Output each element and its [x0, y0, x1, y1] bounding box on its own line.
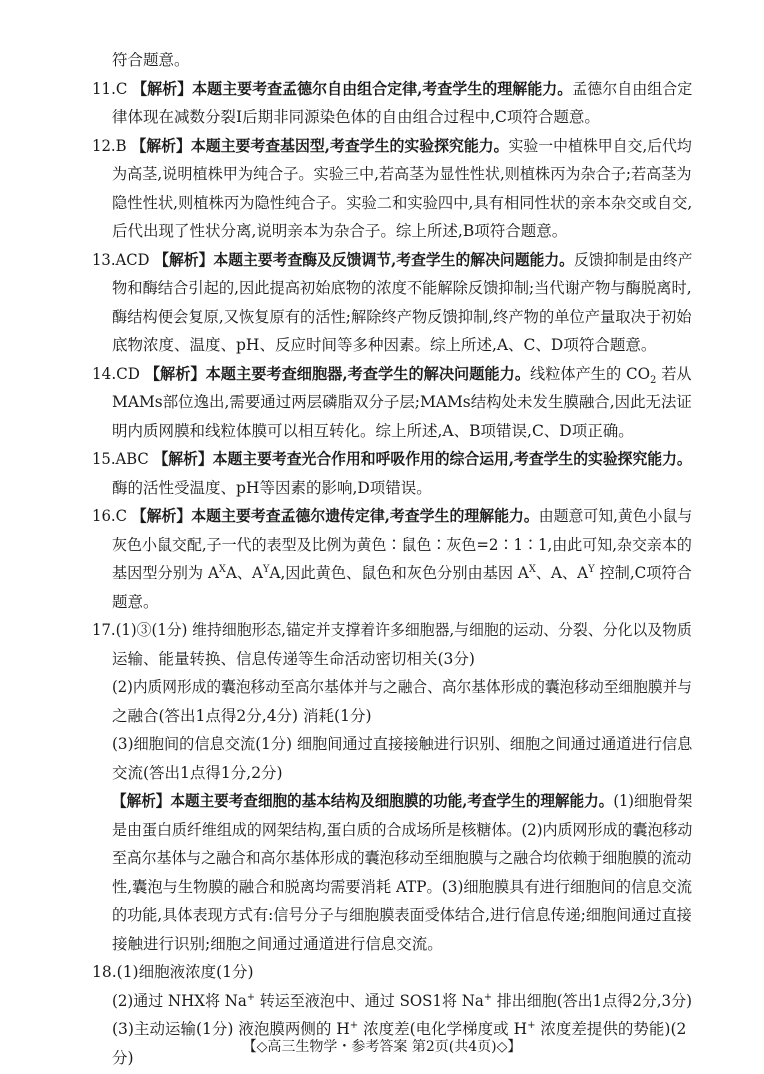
line-segment: (2)内质网形成的囊泡移动至高尔基体并与之融合、高尔基体形成的囊泡移动至细胞膜并与 — [112, 678, 692, 696]
line-segment: 底物浓度、温度、pH、反应时间等多种因素。综上所述,A、C、D项符合题意。 — [112, 336, 657, 354]
line-segment: 明内质网膜和线粒体膜可以相互转化。综上所述,A、B项错误,C、D项正确。 — [112, 422, 634, 440]
text-line — [92, 364, 692, 387]
line-segment: 浓度差提供的势能)(2 — [535, 1020, 687, 1038]
text-line — [112, 392, 692, 412]
text-line — [112, 677, 692, 697]
bold-analysis-text: 【解析】本题主要考查孟德尔遗传定律,考查学生的理解能力。 — [131, 506, 539, 525]
line-segment: 后代出现了性状分离,说明亲本为杂合子。综上所述,B项符合题意。 — [112, 222, 568, 240]
line-segment: 物和酶结合引起的,因此提高初始底物的浓度不能解除反馈抑制;当代谢产物与酶脱离时, — [112, 279, 692, 297]
line-segment: 律体现在减数分裂Ⅰ后期非同源染色体的自由组合过程中,C项符合题意。 — [112, 108, 600, 126]
line-segment: 分) — [112, 1049, 134, 1067]
line-segment: (2)通过 NHX将 Na — [112, 992, 247, 1010]
line-segment: 基因型分别为 A — [112, 564, 219, 582]
line-segment: 2 — [650, 375, 657, 387]
text-line — [92, 962, 254, 982]
line-segment: 若从 — [656, 365, 692, 383]
bold-analysis-text: 【解析】本题主要考查酶及反馈调节,考查学生的解决问题能力。 — [154, 250, 574, 269]
line-segment: + — [246, 991, 255, 1003]
text-line — [92, 250, 692, 270]
text-line — [92, 79, 692, 99]
bold-analysis-text: 【解析】本题主要考查光合作用和呼吸作用的综合运用,考查学生的实验探究能力。 — [153, 449, 692, 468]
bold-analysis-text: 【解析】本题主要考查基因型,考查学生的实验探究能力。 — [131, 136, 509, 155]
line-segment: 之融合(答出1点得2分,4分) 消耗(1分) — [112, 707, 372, 725]
line-segment: 14.CD — [92, 365, 145, 383]
text-line — [112, 563, 692, 583]
bold-analysis-text: 【解析】本题主要考查孟德尔自由组合定律,考查学生的理解能力。 — [132, 79, 573, 98]
text-line — [112, 193, 692, 213]
text-line — [112, 763, 283, 783]
text-line — [112, 164, 692, 184]
line-segment: A,因此黄色、鼠色和灰色分别由基因 A — [269, 564, 529, 582]
line-segment: 线粒体产生的 CO — [530, 365, 651, 383]
text-line — [112, 50, 190, 70]
text-line — [112, 221, 567, 241]
line-segment: 浓度差(电化学梯度或 H — [358, 1020, 528, 1038]
line-segment: 11.C — [92, 80, 133, 98]
line-segment: 的功能,具体表现方式有:信号分子与细胞膜表面受体结合,进行信息传递;细胞间通过直接 — [112, 906, 692, 924]
text-line — [112, 421, 634, 441]
line-segment: 由题意可知,黄色小鼠与 — [538, 507, 693, 525]
line-segment: 、A、A — [535, 564, 589, 582]
line-segment: MAMs部位逸出,需要通过两层磷脂双分子层;MAMs结构处未发生膜融合,因此无法证 — [112, 393, 692, 411]
line-segment: Y — [263, 563, 270, 575]
line-segment: 12.B — [92, 137, 132, 155]
text-line — [112, 877, 692, 897]
line-segment: (3)细胞间的信息交流(1分) 细胞间通过直接接触进行识别、细胞之间通过通道进行信息 — [112, 735, 693, 753]
text-line — [112, 307, 692, 327]
text-line — [112, 535, 692, 555]
text-line — [112, 592, 159, 612]
line-segment: X — [528, 563, 536, 575]
line-segment: 控制,C项符合 — [594, 564, 692, 582]
line-segment: 为高茎,说明植株甲为纯合子。实验三中,若高茎为显性性状,则植株丙为杂合子;若高茎为 — [112, 165, 692, 183]
line-segment: 符合题意。 — [112, 51, 190, 69]
line-segment: + — [349, 1019, 359, 1031]
line-segment: 运输、能量转换、信息传递等生命活动密切相关(3分) — [112, 650, 475, 668]
line-segment: 交流(答出1点得1分,2分) — [112, 764, 283, 782]
page-footer: 【◇高三生物学・参考答案 第2页(共4页)◇】 — [242, 1039, 522, 1055]
text-line — [112, 848, 692, 868]
text-line — [112, 649, 475, 669]
line-segment: 反馈抑制是由终产 — [573, 251, 693, 269]
text-line — [112, 905, 692, 925]
text-line — [112, 278, 692, 298]
text-line — [112, 820, 692, 840]
line-segment: + — [527, 1019, 536, 1031]
line-segment: 排出细胞(答出1点得2分,3分) — [491, 992, 692, 1010]
line-segment: 18.(1)细胞液浓度(1分) — [92, 963, 254, 981]
line-segment: (3)主动运输(1分) 液泡膜两侧的 H — [112, 1020, 350, 1038]
line-segment: 酶的活性受温度、pH等因素的影响,D项错误。 — [112, 479, 432, 497]
text-line — [112, 791, 692, 811]
line-segment: X — [218, 563, 226, 575]
line-segment: 16.C — [92, 507, 132, 525]
line-segment: Y — [588, 563, 595, 575]
bold-analysis-text: 【解析】本题主要考查细胞的基本结构及细胞膜的功能,考查学生的理解能力。 — [112, 791, 614, 810]
line-segment: 15.ABC — [92, 450, 154, 468]
text-line — [112, 107, 600, 127]
line-segment: 17.(1)③(1分) 维持细胞形态,锚定并支撑着许多细胞器,与细胞的运动、分裂、分化以及物质 — [92, 621, 692, 639]
text-line — [92, 620, 692, 640]
text-line — [92, 449, 692, 469]
text-line — [92, 506, 692, 526]
bold-analysis-text: 【解析】本题主要考查细胞器,考查学生的解决问题能力。 — [144, 364, 531, 383]
line-segment: 性,囊泡与生物膜的融合和脱离均需要消耗 ATP。(3)细胞膜具有进行细胞间的信息交流 — [112, 878, 692, 896]
line-segment: 灰色小鼠交配,子一代的表型及比例为黄色∶鼠色∶灰色=2∶1∶1,由此可知,杂交亲本的 — [112, 536, 692, 554]
line-segment: 转运至液泡中、通过 SOS1将 Na — [254, 992, 484, 1010]
text-line — [112, 478, 432, 498]
text-line — [112, 934, 443, 954]
line-segment: 隐性性状,则植株丙为隐性纯合子。实验二和实验四中,具有相同性状的亲本杂交或自交, — [112, 194, 693, 212]
line-segment: 至高尔基体与之融合和高尔基体形成的囊泡移动至细胞膜与之融合均依赖于细胞膜的流动 — [112, 849, 692, 867]
line-segment: 孟德尔自由组合定 — [572, 80, 693, 98]
line-segment: 是由蛋白质纤维组成的网架结构,蛋白质的合成场所是核糖体。(2)内质网形成的囊泡移动 — [112, 821, 693, 839]
text-line — [112, 706, 372, 726]
line-segment: 题意。 — [112, 593, 159, 611]
line-segment: 13.ACD — [92, 251, 155, 269]
text-line — [92, 136, 692, 156]
line-segment: 接触进行识别;细胞之间通过通道进行信息交流。 — [112, 935, 443, 953]
line-segment: (1)细胞骨架 — [613, 792, 693, 810]
text-line — [112, 991, 692, 1011]
text-line — [112, 335, 656, 355]
line-segment: + — [483, 991, 492, 1003]
line-segment: 实验一中植株甲自交,后代均 — [508, 137, 692, 155]
line-segment: 酶结构便会复原,又恢复原有的活性;解除终产物反馈抑制,终产物的单位产量取决于初始 — [112, 308, 692, 326]
line-segment: A、A — [225, 564, 264, 582]
text-line — [112, 734, 692, 754]
text-line — [112, 1019, 686, 1039]
